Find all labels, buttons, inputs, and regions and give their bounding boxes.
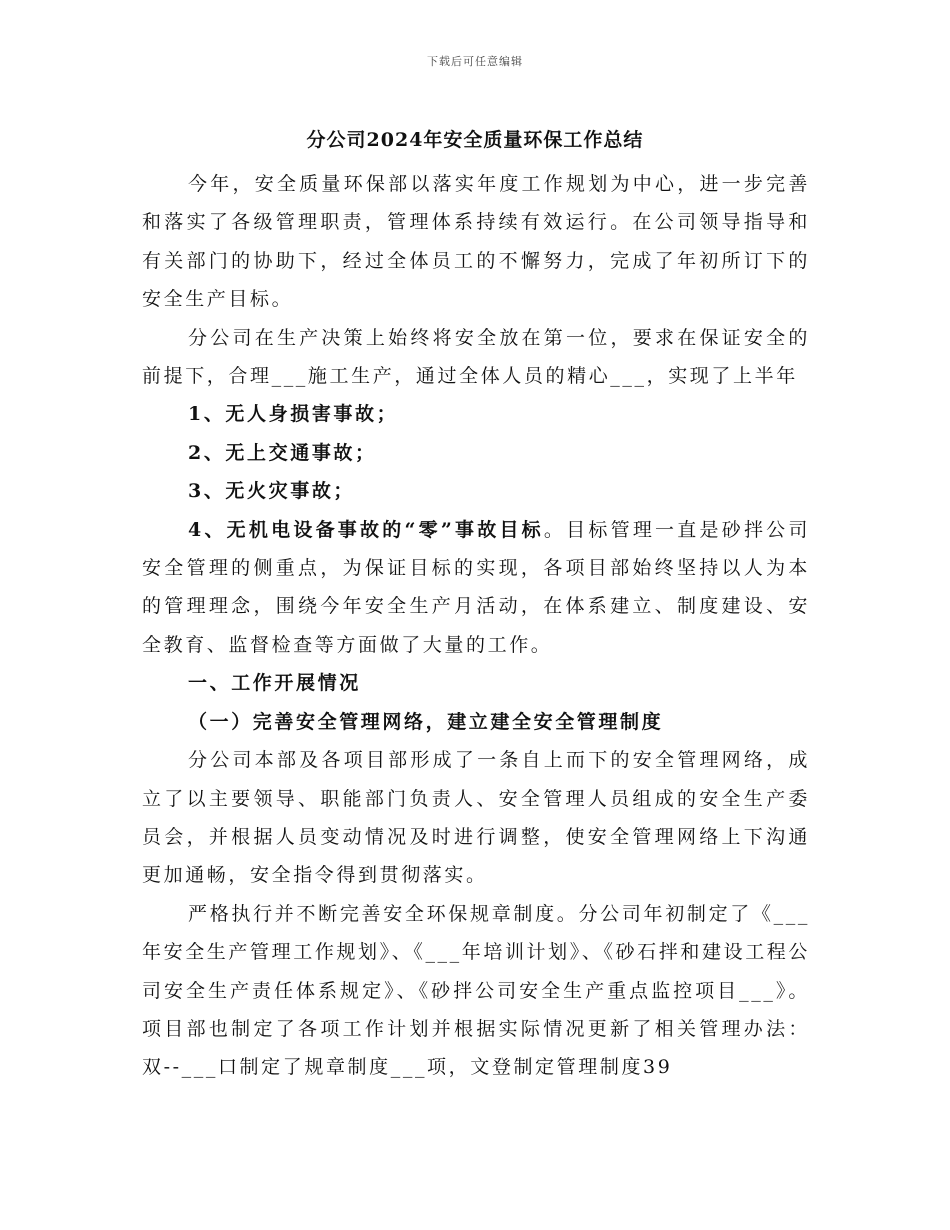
paragraph-regulations: 严格执行并不断完善安全环保规章制度。分公司年初制定了《___年安全生产管理工作规划》、《___年培训计划》、《砂石拌和建设工程公司安全生产责任体系规定》、《砂拌公司安全生产重点监控项目___》。项目部也制定了各项工作计划并根据实际情况更新了相关管理办法：双--___口制定了规章制度___项，文登制定管理制度39 — [142, 902, 810, 1079]
subsection-heading-1: （一）完善安全管理网络，建立建全安全管理制度 — [188, 710, 664, 733]
list-item-3: 3、无火灾事故； — [188, 480, 356, 503]
section-heading-1: 一、工作开展情况 — [188, 672, 361, 695]
list-item-2: 2、无上交通事故； — [188, 441, 377, 464]
document-body — [142, 165, 810, 1087]
paragraph-intro: 今年，安全质量环保部以落实年度工作规划为中心，进一步完善和落实了各级管理职责，管理体系持续有效运行。在公司领导指导和有关部门的协助下，经过全体员工的不懈努力，完成了年初所订下的安全生产目标。 — [142, 173, 810, 311]
paragraph-goals: 分公司在生产决策上始终将安全放在第一位，要求在保证安全的前提下，合理___施工生产，通过全体人员的精心___，实现了上半年 — [142, 326, 810, 388]
list-item-4-rest: 。目标管理一直是砂拌公司安全管理的侧重点，为保证目标的实现，各项目部始终坚持以人为本的管理理念，围绕今年安全生产月活动，在体系建立、制度建设、安全教育、监督检查等方面做了大量的工作。 — [142, 518, 811, 656]
list-item-4 — [142, 511, 810, 665]
list-item-1: 1、无人身损害事故； — [188, 403, 399, 426]
document-title: 分公司2024年安全质量环保工作总结 — [306, 129, 644, 151]
header-note: 下载后可任意编辑 — [427, 55, 523, 68]
list-item-4-bold: 4、无机电设备事故的“零”事故目标 — [188, 518, 544, 541]
paragraph-network: 分公司本部及各项目部形成了一条自上而下的安全管理网络，成立了以主要领导、职能部门负责人、安全管理人员组成的安全生产委员会，并根据人员变动情况及时进行调整，使安全管理网络上下沟通更加通畅，安全指令得到贯彻落实。 — [142, 749, 810, 887]
